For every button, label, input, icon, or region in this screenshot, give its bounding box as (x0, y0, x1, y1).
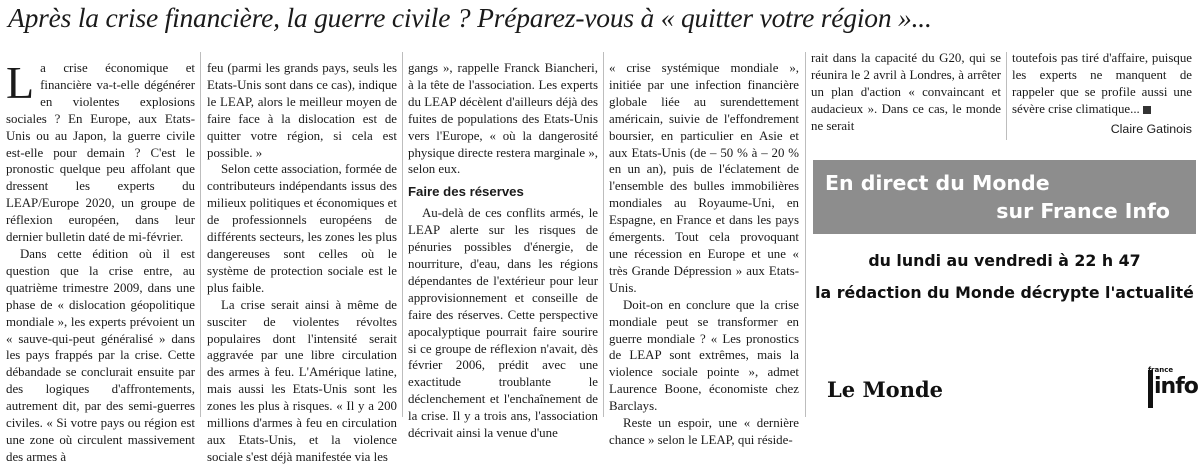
column-rule (200, 52, 201, 417)
section-subheading: Faire des réserves (408, 184, 524, 200)
le-monde-logo: Le Monde (827, 377, 944, 402)
advertisement (813, 160, 1196, 415)
ad-tagline: la rédaction du Monde décrypte l'actualité (815, 283, 1194, 302)
ad-schedule: du lundi au vendredi à 22 h 47 (868, 251, 1141, 270)
paragraph: La crise économique et financière va-t-elle dégénérer en violentes explosions sociales ? En Europe, aux Etats-Unis ou au Japon, la guerre civile est-elle pour demain ? C'est le pronostic quelque peu affolant que dressent les experts du LEAP/Europe 2020, un groupe de réflexion européen, dans leur dernier bulletin daté de mi-février. (6, 57, 195, 245)
logo-small-text: france (1148, 366, 1174, 374)
article-column-6 (1012, 50, 1192, 140)
paragraph: gangs », rappelle Franck Biancheri, à la tête de l'association. Les experts du LEAP décèlent d'ailleurs déjà des fuites de populations des Etats-Unis vers l'Europe, « où la dangerosité physique directe restera marginale », selon eux. (408, 61, 598, 177)
france-info-logo (1148, 366, 1198, 410)
paragraph: Au-delà de ces conflits armés, le LEAP alerte sur les risques de pénuries possibles d'énergie, de nourriture, d'eau, dans les régions dépendantes de l'extérieur pour leur approvisionnement et conseille de faire des réserves. Cette perspective apocalyptique pourrait faire sourire si ce groupe de réflexion n'avait, dès février 2006, prédit avec une exactitude troublante le déclenchement et l'enchaînement de la crise. Il y a trois ans, l'association décrivait ainsi la venue d'une (408, 206, 598, 441)
logo-big-text: info (1154, 374, 1198, 399)
paragraph: toutefois pas tiré d'affaire, puisque les experts ne manquent de rappeler que se profile aussi une sévère crise climatique... (1012, 51, 1192, 116)
column-rule (603, 52, 604, 417)
paragraph: La crise serait ainsi à même de susciter de violentes révoltes populaires dont l'intensité serait aggravée par une libre circulation des armes à feu. L'Amérique latine, mais aussi les Etats-Unis sont les zones les plus à risques. « Il y a 200 millions d'armes à feu en circulation aux Etats-Unis, et la violence sociale s'est déjà manifestée via les (207, 297, 397, 464)
drop-cap: L (6, 57, 35, 108)
article-headline: Après la crise financière, la guerre civile ? Préparez-vous à « quitter votre région »... (8, 2, 932, 33)
paragraph: « crise systémique mondiale », initiée par une infection financière globale liée au surendettement américain, suivie de l'effondrement boursier, en particulier en Asie et aux Etats-Unis (de – 50 % à – 20 % en un an), puis de l'éclatement de l'ensemble des bulles immobilières mondiales au Royaume-Uni, en Espagne, en France et dans les pays émergents. Tout cela provoquant une récession en Europe et une « très Grande Dépression » aux Etats-Unis. (609, 61, 799, 295)
paragraph: Dans cette édition où il est question que la crise entre, au quatrième trimestre 2009, dans une phase de « dislocation géopolitique mondiale », les experts prévoient un « sauve-qui-peut généralisé » dans les pays frappés par la crise. Cette débandade se conclurait ensuite par des logiques d'affrontements, autrement dit, par des semi-guerres civiles. « Si votre pays ou région est une zone où circulent massivement des armes à (6, 246, 195, 464)
paragraph: feu (parmi les grands pays, seuls les Etats-Unis sont dans ce cas), indique le LEAP, alors le meilleur moyen de faire face à la dislocation est de quitter votre région, si cela est possible. » (207, 61, 397, 160)
ad-headline-secondary: sur France Info (996, 199, 1170, 223)
paragraph: rait dans la capacité du G20, qui se réunira le 2 avril à Londres, à arrêter un plan d'action « convaincant et audacieux ». Dans ce cas, le monde ne serait (811, 51, 1001, 133)
article-column-3 (408, 60, 598, 441)
article-column-4 (609, 60, 799, 447)
article-column-5 (811, 50, 1001, 140)
article-column-2 (207, 60, 397, 464)
column-rule (805, 52, 806, 417)
paragraph: Doit-on en conclure que la crise mondiale peut se transformer en guerre mondiale ? « Les pronostics de LEAP sont extrêmes, mais la violence sociale pointe », admet Laurence Boone, économiste chez Barclays. (609, 297, 799, 414)
author-signature: Claire Gatinois (1110, 121, 1192, 136)
column-rule (402, 52, 403, 417)
paragraph: Selon cette association, formée de contributeurs indépendants issus des milieux politiques et économiques et de professionnels européens de différents secteurs, les zones les plus dangereuses sont celles où le système de protection sociale est le plus faible. (207, 162, 397, 295)
ad-headline: En direct du Monde (825, 171, 1050, 195)
article-column-1 (6, 57, 195, 464)
paragraph: Reste un espoir, une « dernière chance » selon le LEAP, qui réside- (609, 416, 799, 447)
logo-bar (1148, 370, 1153, 408)
column-rule (1006, 52, 1007, 140)
end-of-article-icon (1143, 106, 1151, 114)
